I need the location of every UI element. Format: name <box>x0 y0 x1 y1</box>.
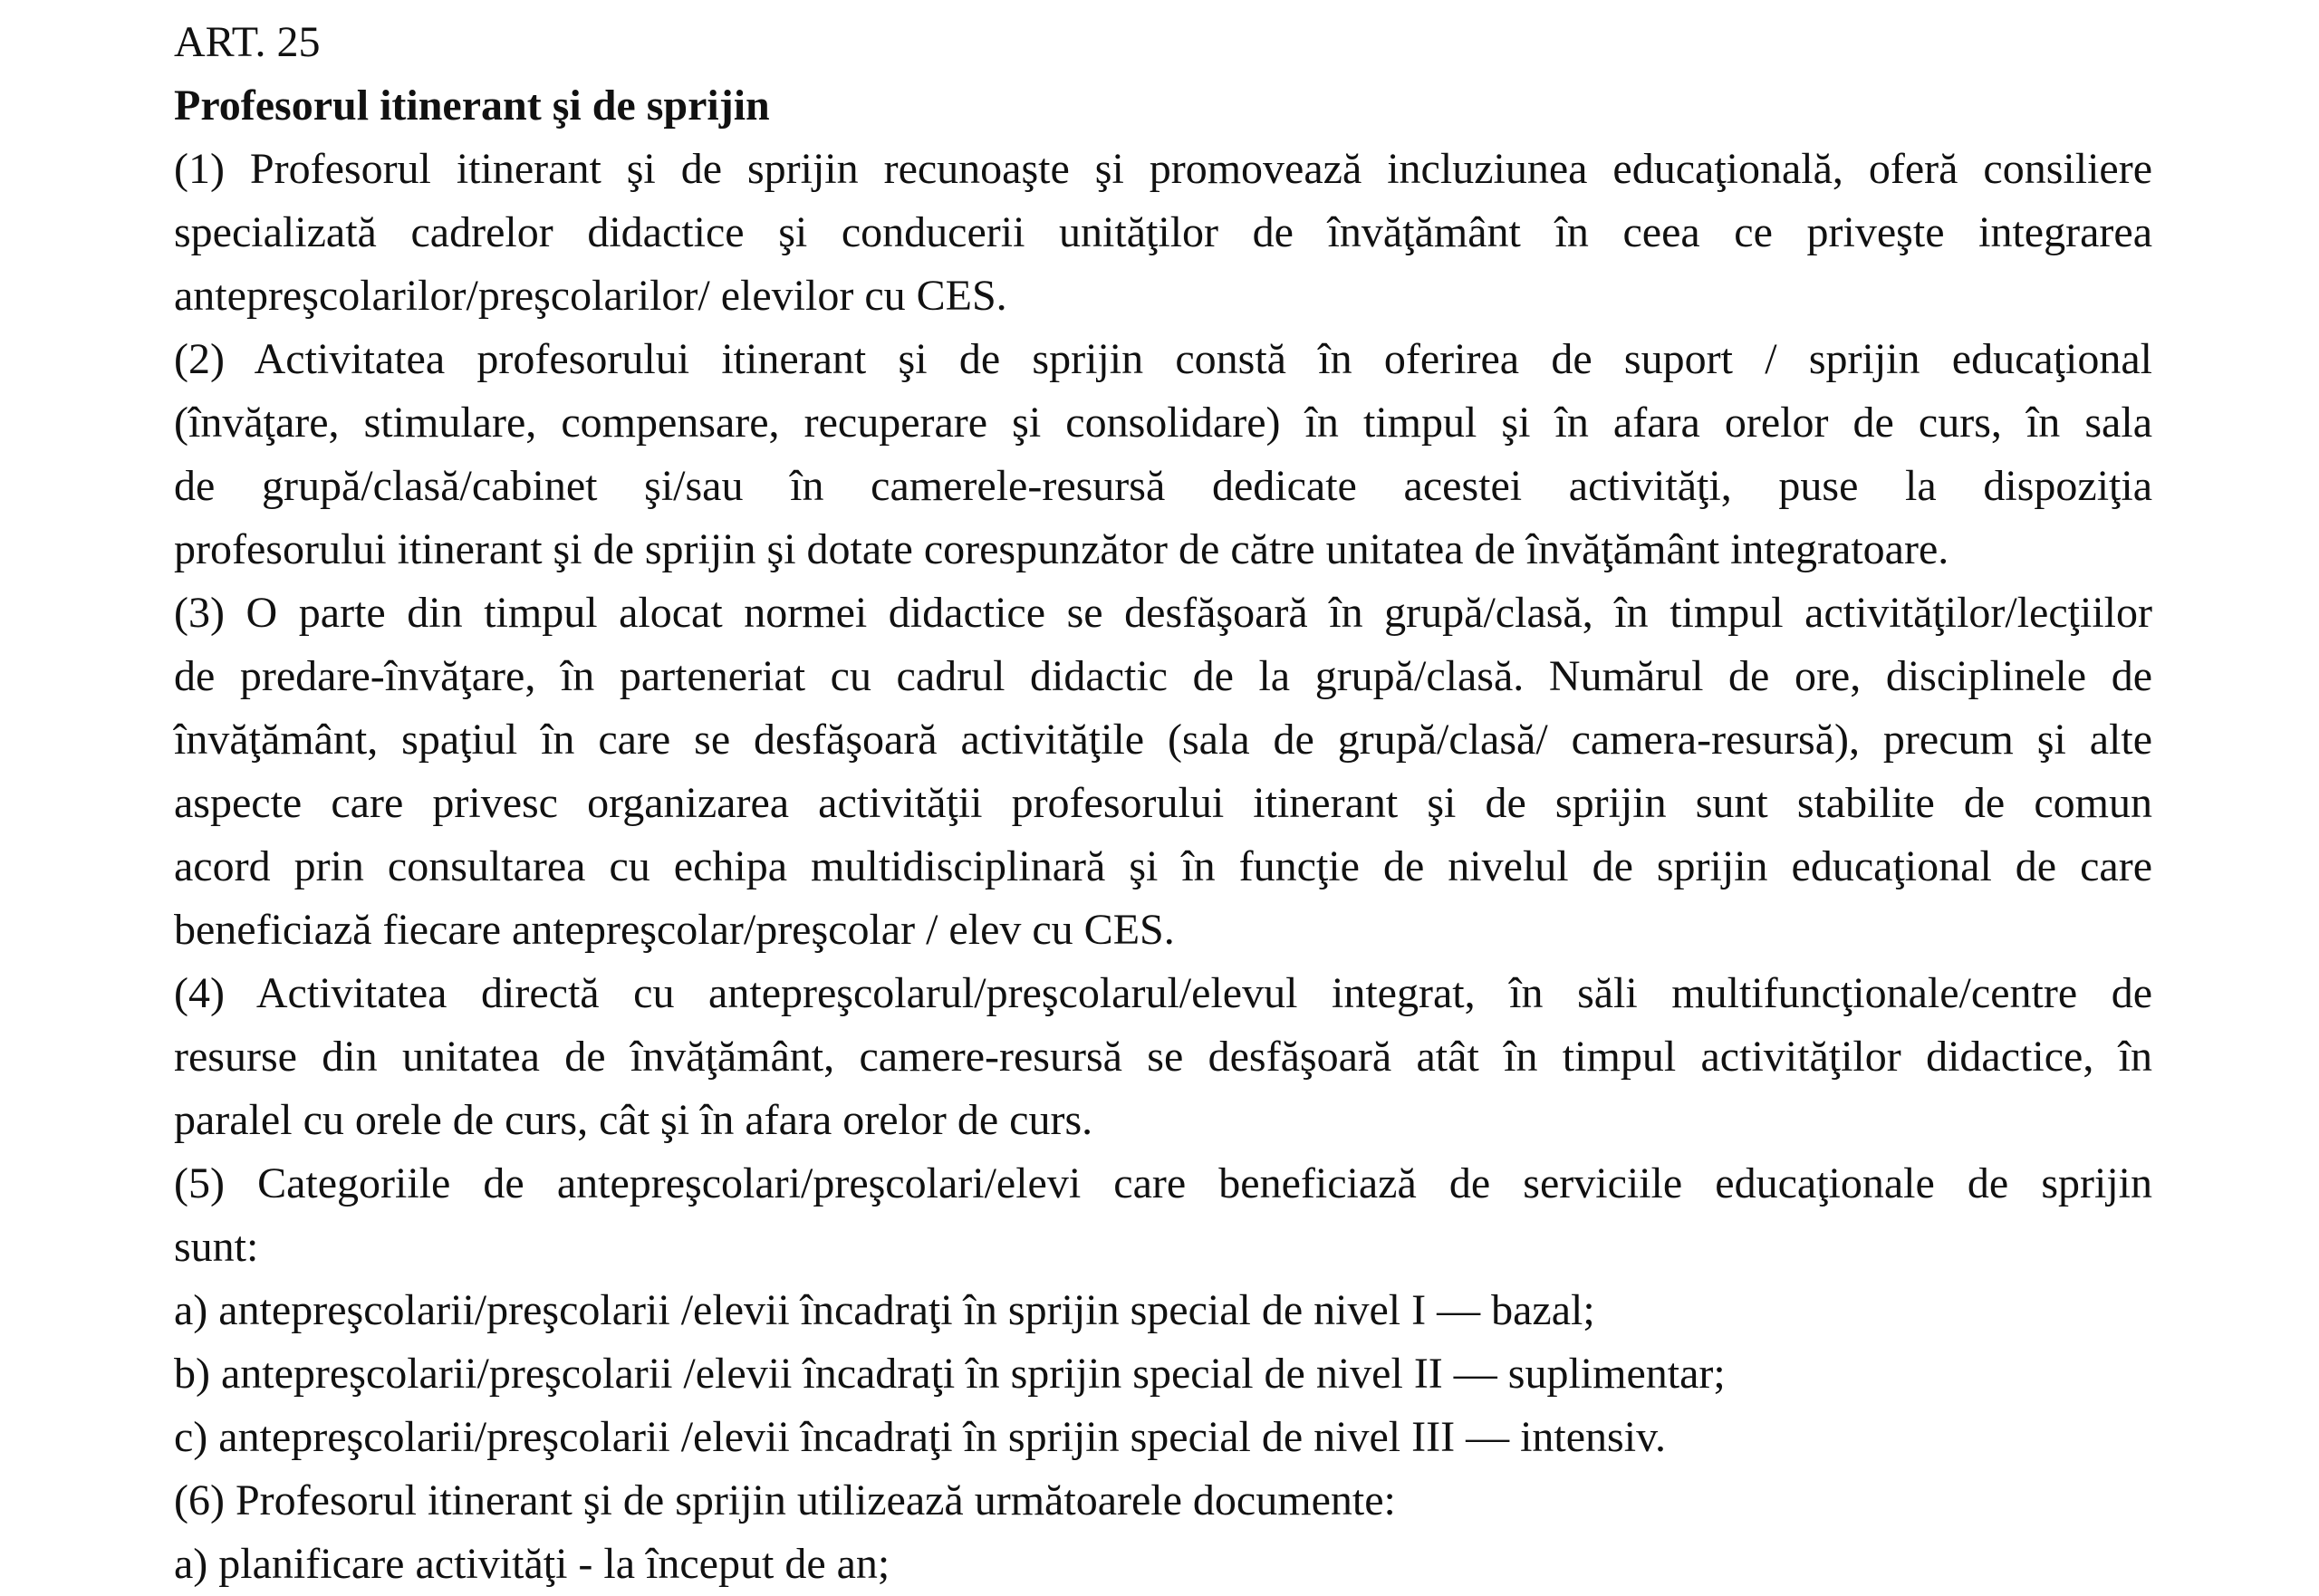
text-line: (învăţare, stimulare, compensare, recuperare şi consolidare) în timpul şi în afara orelor de curs, în sala <box>174 399 2152 447</box>
text-line: învăţământ, spaţiul în care se desfăşoară activităţile (sala de grupă/clasă/ camera-resursă), precum şi alte <box>174 716 2152 764</box>
text-line: de grupă/clasă/cabinet şi/sau în camerele-resursă dedicate acestei activităţi, puse la dispoziţia <box>174 462 2152 510</box>
article-body <box>174 138 2152 1596</box>
document-page <box>174 11 2152 1596</box>
text-line: specializată cadrelor didactice şi conducerii unităţilor de învăţământ în ceea ce priveşte integrarea <box>174 208 2152 256</box>
text-line: c) antepreşcolarii/preşcolarii /elevii încadraţi în sprijin special de nivel III — intensiv. <box>174 1413 1666 1461</box>
article-number: ART. 25 <box>174 18 321 66</box>
text-line: (5) Categoriile de antepreşcolari/preşcolari/elevi care beneficiază de serviciile educaţionale de sprijin <box>174 1159 2152 1207</box>
text-line: b) antepreşcolarii/preşcolarii /elevii încadraţi în sprijin special de nivel II — suplimentar; <box>174 1350 1726 1398</box>
text-line: sunt: <box>174 1223 259 1271</box>
text-line: (4) Activitatea directă cu antepreşcolarul/preşcolarul/elevul integrat, în săli multifuncţionale/centre de <box>174 969 2152 1017</box>
text-line: antepreşcolarilor/preşcolarilor/ elevilor cu CES. <box>174 272 1007 320</box>
text-line: acord prin consultarea cu echipa multidisciplinară şi în funcţie de nivelul de sprijin educaţional de care <box>174 842 2152 890</box>
text-line: (2) Activitatea profesorului itinerant şi de sprijin constă în oferirea de suport / sprijin educaţional <box>174 335 2152 383</box>
text-line: profesorului itinerant şi de sprijin şi dotate corespunzător de către unitatea de învăţământ integratoare. <box>174 525 1949 573</box>
text-line: de predare-învăţare, în parteneriat cu cadrul didactic de la grupă/clasă. Numărul de ore, disciplinele de <box>174 652 2152 700</box>
text-line: (6) Profesorul itinerant şi de sprijin utilizează următoarele documente: <box>174 1476 1396 1524</box>
text-line: (1) Profesorul itinerant şi de sprijin recunoaşte şi promovează incluziunea educaţională, oferă consiliere <box>174 145 2152 193</box>
text-line: aspecte care privesc organizarea activităţii profesorului itinerant şi de sprijin sunt stabilite de comun <box>174 779 2152 827</box>
text-line: resurse din unitatea de învăţământ, camere-resursă se desfăşoară atât în timpul activităţilor didactice, în <box>174 1033 2152 1081</box>
text-line: paralel cu orele de curs, cât şi în afara orelor de curs. <box>174 1096 1093 1144</box>
text-line: (3) O parte din timpul alocat normei didactice se desfăşoară în grupă/clasă, în timpul activităţilor/lecţiilor <box>174 589 2152 637</box>
text-line: beneficiază fiecare antepreşcolar/preşcolar / elev cu CES. <box>174 906 1175 954</box>
article-title: Profesorul itinerant şi de sprijin <box>174 82 770 130</box>
text-line: a) antepreşcolarii/preşcolarii /elevii încadraţi în sprijin special de nivel I — bazal; <box>174 1286 1595 1334</box>
text-line: a) planificare activităţi - la început de an; <box>174 1540 890 1588</box>
